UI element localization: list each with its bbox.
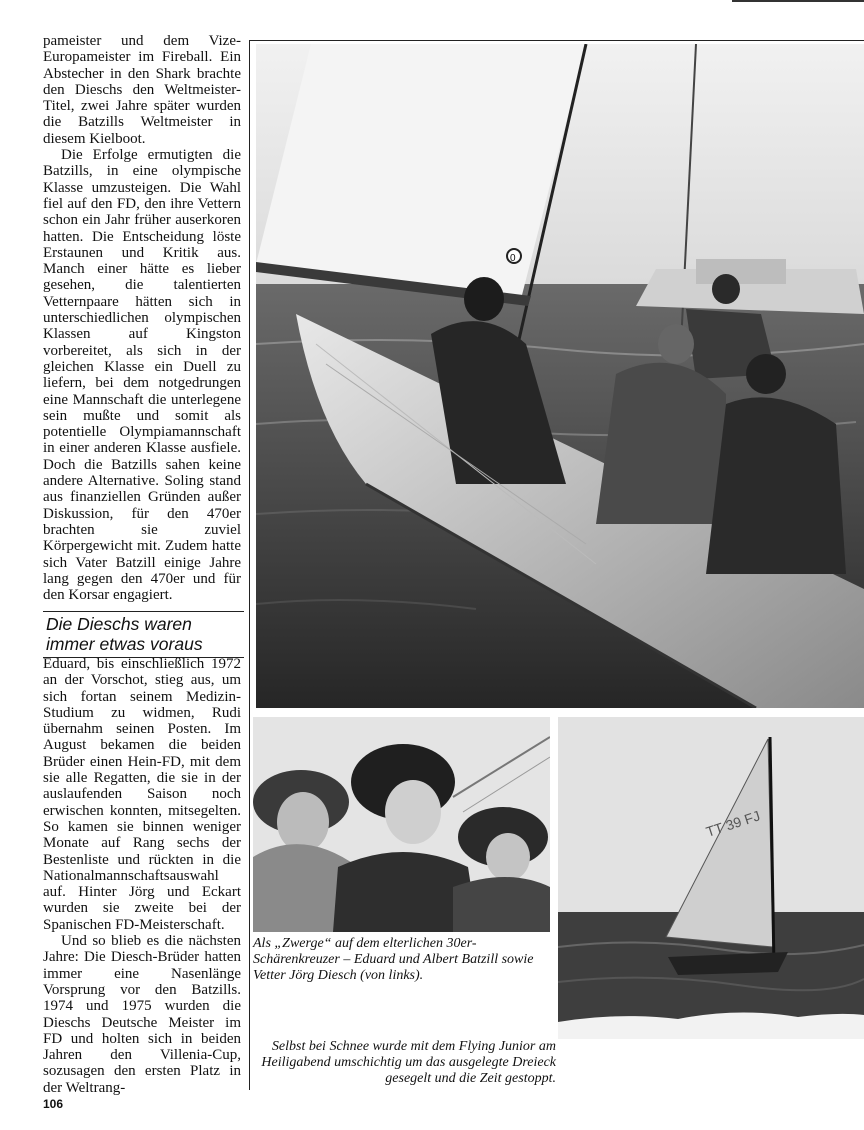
article-column-1 [43, 33, 241, 603]
paragraph: Eduard, bis einschließlich 1972 an der Vorschot, stieg aus, um sich fortan seinem Medizin-Studium zu widmen, Rudi übernahm seinen Posten. Im August bekamen die beiden Brüder einen Hein-FD, mit dem sie alle Regatten, die sie in der auslaufenden Saison noch erwischen konnten, mitsegelten. So kamen sie binnen weniger Monate auf Rang sechs der Bestenliste und rückten in die Nationalmannschaftsauswahl auf. Hinter Jörg und Eckart wurden sie zweite bei der Spanischen FD-Meisterschaft. [43, 656, 241, 933]
sail-number: TT 39 FJ [703, 807, 762, 840]
photo-caption-children: Als „Zwerge“ auf dem elterlichen 30er-Schärenkreuzer – Eduard und Albert Batzill sowie Vetter Jörg Diesch (von links). [253, 936, 534, 983]
section-subheading: Die Dieschs waren immer etwas voraus [43, 611, 244, 658]
paragraph: pameister und dem Vize-Europameister im Fireball. Ein Abstecher in den Shark brachte den Dieschs den Weltmeister-Titel, zwei Jahre später wurden die Batzills Weltmeister in diesem Kielboot. [43, 33, 241, 147]
article-column-2 [43, 656, 241, 1096]
photo-flying-junior-snow [558, 717, 864, 1039]
photo-children-portrait [253, 717, 550, 932]
paragraph: Die Erfolge ermutigten die Batzills, in eine olympische Klasse umzusteigen. Die Wahl fiel auf den FD, den ihre Vettern schon ein Jahr früher auserkoren hatten. Die Entscheidung löste Erstaunen und Kritik aus. Manch einer hätte es lieber gesehen, die talentierten Vetternpaare hätten sich in unterschiedlichen olympischen Klassen auf Kingston vorbereitet, als sich in der gleichen Klasse ein Duell zu liefern, bei dem notgedrungen eine Mannschaft die unterlegene sein mußte und somit als potentielle Olympiamannschaft in einer anderen Klasse ausfiele. Doch die Batzills sahen keine andere Alternative. Soling stand aus finanziellen Gründen außer Diskussion, für den 470er brachten sie zuviel Körpergewicht mit. Zudem hatte sich Vater Batzill einige Jahre lang gegen den 470er und für den Korsar engagiert. [43, 147, 241, 604]
paragraph: Und so blieb es die nächsten Jahre: Die Diesch-Brüder hatten immer eine Nasenlänge Vorsprung vor den Batzills. 1974 und 1975 wurden die Dieschs Deutsche Meister im FD und holten sich in beiden Jahren den Villenia-Cup, sozusagen den ersten Platz in der Weltrang- [43, 933, 241, 1096]
photo-sailing-crews [256, 44, 864, 708]
photo-frame-line [249, 40, 864, 41]
photo-frame-line [249, 40, 250, 1090]
sail-number: 0 [510, 253, 516, 264]
page-number: 106 [43, 1097, 64, 1111]
photo-caption-snow: Selbst bei Schnee wurde mit dem Flying Junior am Heiligabend umschichtig um das ausgelegte Dreieck gesegelt und die Zeit gestoppt. [261, 1039, 556, 1086]
header-rule [732, 0, 864, 2]
